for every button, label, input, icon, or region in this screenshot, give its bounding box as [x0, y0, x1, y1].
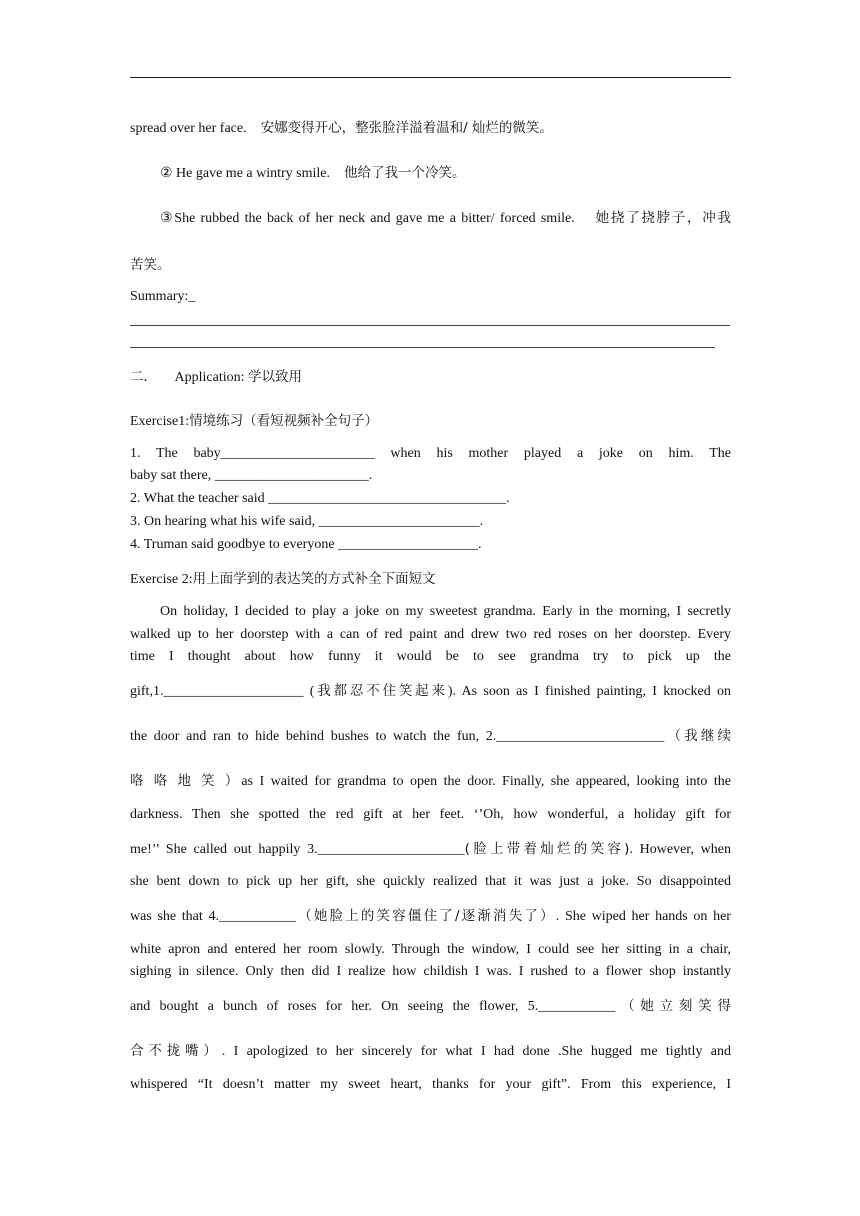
exercise-1-title-cn: 情境练习（看短视频补全句子）	[189, 413, 379, 429]
passage-line-8	[130, 840, 731, 859]
exercise-1-q1-continued	[130, 467, 731, 485]
passage-text: walked up to her doorstep with a can of red paint and drew two red roses on her doorstep. Every	[130, 627, 731, 642]
example-1-en: spread over her face.	[130, 121, 247, 136]
q2-text: 2. What the teacher said __________________________________.	[130, 491, 510, 506]
passage-text: white apron and entered her room slowly. Through the window, I could see her sitting in a chair,	[130, 942, 731, 957]
passage-line-13	[130, 997, 731, 1016]
q1-line-1: 1. The baby______________________ when his mother played a joke on him. The	[130, 446, 731, 461]
exercise-1-q4	[130, 536, 731, 554]
passage-line-12	[130, 963, 731, 981]
q4-text: 4. Truman said goodbye to everyone ____________________.	[130, 537, 482, 552]
q1-line-2: baby sat there, ______________________.	[130, 468, 373, 483]
passage-line-2	[130, 626, 731, 644]
example-2-cn: 他给了我一个冷笑。	[344, 165, 466, 181]
passage-text: she bent down to pick up her gift, she quickly realized that it was just a joke. So disappointed	[130, 874, 731, 889]
blank-2-hint-end: 咯 咯 地 笑 ）	[130, 773, 242, 789]
section-title-en: Application:	[174, 370, 245, 385]
example-3	[160, 209, 731, 228]
example-3-continued	[130, 256, 731, 275]
summary-blank-line-1	[130, 325, 730, 326]
passage-text: gift,1.____________________ (	[130, 684, 315, 699]
header-rule	[130, 77, 731, 78]
passage-text: . However, when	[629, 842, 731, 857]
passage-text: sighing in silence. Only then did I realize how childish I was. I rushed to a flower shop instantly	[130, 964, 731, 979]
exercise-2-title-en: Exercise 2:	[130, 572, 193, 587]
summary-label	[130, 288, 731, 306]
passage-text: time I thought about how funny it would be to see grandma try to pick up the	[130, 649, 731, 664]
blank-5-hint: （她立刻笑得	[615, 998, 731, 1014]
passage-text: ). As soon as I finished painting, I knocked on	[447, 684, 732, 699]
exercise-1-title-en: Exercise1:	[130, 414, 190, 429]
passage-line-11	[130, 941, 731, 959]
blank-1-hint: 我都忍不住笑起来	[314, 683, 448, 699]
summary-blank-line-2	[130, 347, 715, 348]
passage-text: whispered “It doesn’t matter my sweet heart, thanks for your gift”. From this experience, I	[130, 1077, 731, 1092]
section-title-cn: 学以致用	[248, 369, 302, 385]
exercise-2-title-cn: 用上面学到的表达笑的方式补全下面短文	[192, 571, 436, 587]
exercise-1-q2	[130, 490, 731, 508]
passage-line-14	[130, 1042, 731, 1061]
section-number: 二．	[130, 369, 157, 385]
example-1-continued	[130, 119, 731, 138]
example-3-cn: 她挠了挠脖子，冲我	[595, 210, 731, 226]
exercise-1-title	[130, 412, 731, 431]
blank-5-hint-end: 合不拢嘴）	[130, 1043, 222, 1059]
passage-text: the door and ran to hide behind bushes to watch the fun, 2.________________________	[130, 729, 665, 744]
passage-text: and bought a bunch of roses for her. On seeing the flower, 5.___________	[130, 999, 616, 1014]
exercise-1-q1	[130, 445, 731, 463]
passage-text: me!’’ She called out happily 3._____________________	[130, 842, 465, 857]
example-2	[160, 164, 731, 183]
passage-text: darkness. Then she spotted the red gift at her feet. ‘’Oh, how wonderful, a holiday gift for	[130, 807, 731, 822]
passage-text: On holiday, I decided to play a joke on my sweetest grandma. Early in the morning, I secretly	[160, 604, 731, 619]
passage-line-4	[130, 682, 731, 701]
passage-line-3	[130, 648, 731, 666]
exercise-2-title	[130, 570, 731, 589]
blank-3-hint: (脸上带着灿烂的笑容)	[464, 841, 630, 857]
passage-text: . She wiped her hands on her	[555, 909, 731, 924]
passage-line-9	[130, 873, 731, 891]
exercise-1-q3	[130, 513, 731, 531]
example-2-en: ② He gave me a wintry smile.	[160, 166, 331, 181]
passage-text: . I apologized to her sincerely for what I had done .She hugged me tightly and	[221, 1044, 731, 1059]
passage-line-6	[130, 772, 731, 791]
passage-line-5	[130, 727, 731, 746]
blank-2-hint: （我继续	[664, 728, 731, 744]
example-3-cn-end: 苦笑。	[130, 257, 171, 273]
example-3-en: ③She rubbed the back of her neck and gave me a bitter/ forced smile.	[160, 211, 575, 226]
q3-text: 3. On hearing what his wife said, _______________________.	[130, 514, 484, 529]
passage-line-10	[130, 907, 731, 926]
example-1-cn: 安娜变得开心，整张脸洋溢着温和/ 灿烂的微笑。	[260, 120, 553, 136]
passage-line-7	[130, 806, 731, 824]
summary-text: Summary:_	[130, 289, 196, 304]
passage-text: was she that 4.___________	[130, 909, 296, 924]
application-heading	[130, 368, 731, 387]
blank-4-hint: （她脸上的笑容僵住了/逐渐消失了）	[295, 908, 556, 924]
passage-line-15	[130, 1076, 731, 1094]
passage-line-1	[160, 603, 731, 621]
passage-text: as I waited for grandma to open the door. Finally, she appeared, looking into the	[241, 774, 731, 789]
